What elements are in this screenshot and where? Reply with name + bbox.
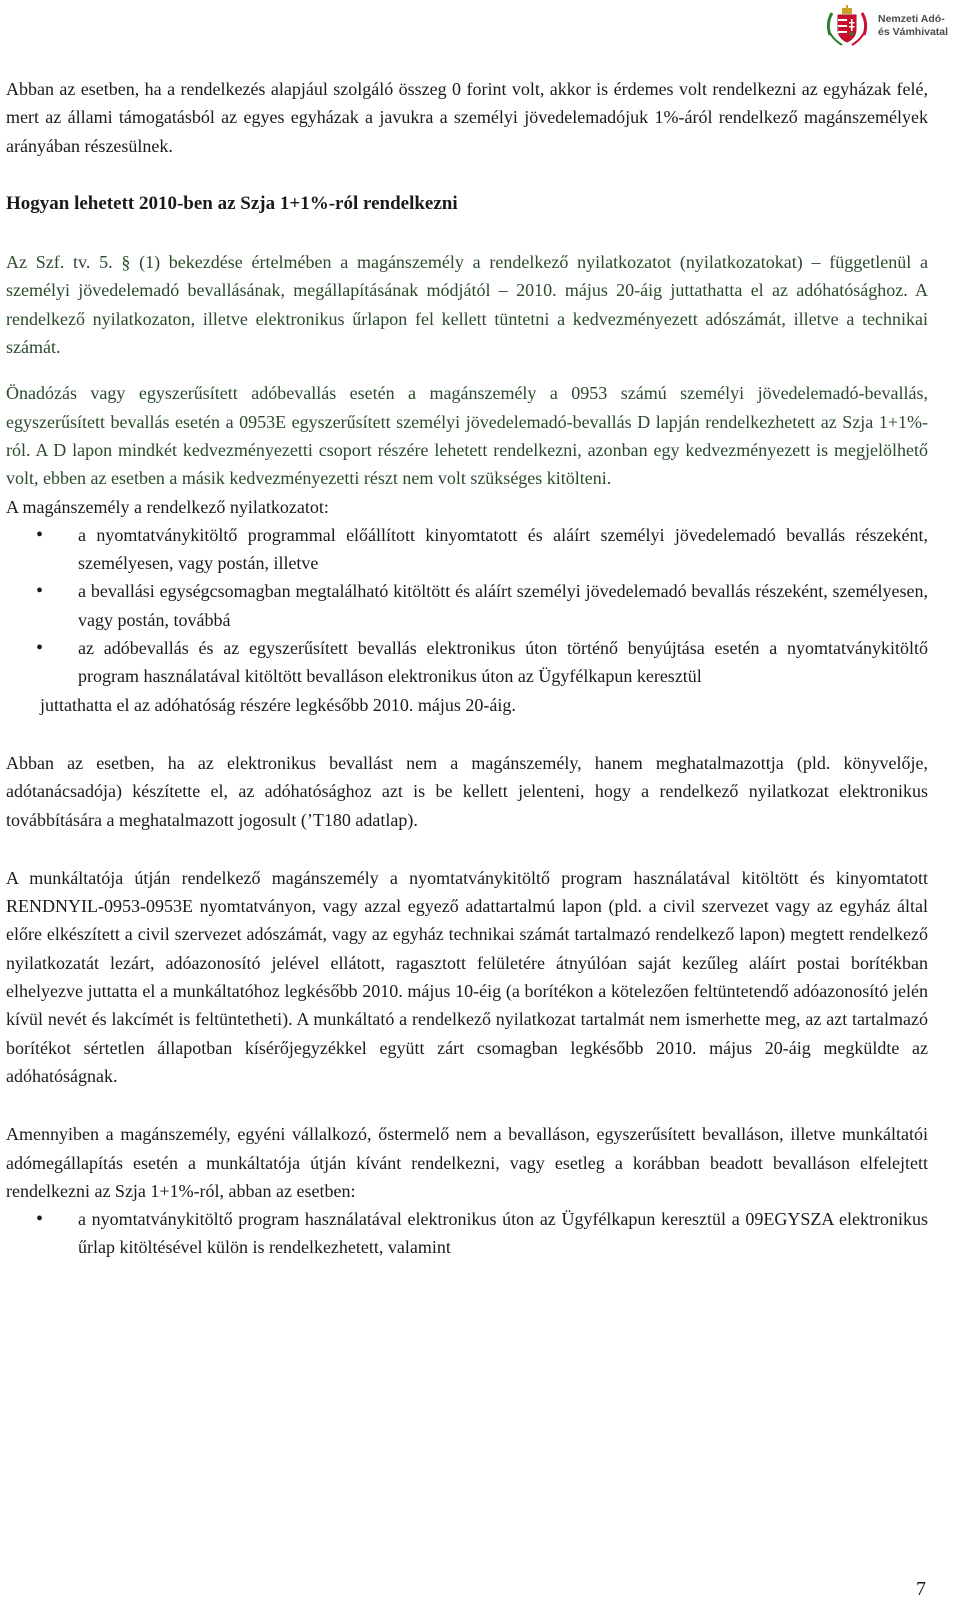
paragraph-legal-basis: Az Szf. tv. 5. § (1) bekezdése értelmében a magánszemély a rendelkező nyilatkozatot (nyilatkozatokat) – függetlenül a személyi jövedelemadó bevallásának, megállapításának módjától – 2010. május 20-áig juttathatta el az adóhatósághoz. A rendelkező nyilatkozaton, illetve elektronikus űrlapon fel kellett tüntetni a kedvezményezett adószámát, illetve a technikai számát. bbox=[6, 252, 928, 358]
logo-line-2: és Vámhivatal bbox=[878, 26, 949, 38]
list-item: • az adóbevallás és az egyszerűsített bevallás elektronikus úton történő benyújtása esetén a nyomtatványkitöltő program használatával kitöltött bevalláson elektronikus úton az Ügyfélkapun keresztül bbox=[6, 634, 928, 691]
paragraph-church-donation: Abban az esetben, ha a rendelkezés alapjául szolgáló összeg 0 forint volt, akkor is érdemes volt rendelkezni az egyházak felé, mert az állami támogatásból az egyes egyházak a javukra a személyi jövedelemadójuk 1%-áról rendelkező magánszemélyek arányában részesülnek. bbox=[6, 79, 928, 156]
page-number: 7 bbox=[916, 1578, 926, 1600]
paragraph-declaration-intro: A magánszemély a rendelkező nyilatkozatot: bbox=[6, 496, 329, 517]
list-item: • a bevallási egységcsomagban megtalálható kitöltött és aláírt személyi jövedelemadó bevallás részeként, személyesen, vagy postán, továbbá bbox=[6, 577, 928, 634]
paragraph-self-assessment: Önadózás vagy egyszerűsített adóbevallás esetén a magánszemély a 0953 számú személyi jövedelemadó-bevallás, egyszerűsített bevallás esetén a 0953E egyszerűsített személyi jövedelemadó-bevallás D lapján rendelkezhetett az Szja 1+1%-ról. A D lapon mindkét kedvezményezetti csoport részére lehetett rendelkezni, azonban egy kedvezményezett is megjelölhető volt, ebben az esetben a másik kedvezményezetti részt nem volt szükséges kitölteni. bbox=[6, 383, 928, 489]
declaration-methods-list bbox=[6, 521, 928, 691]
paragraph-authorized-agent: Abban az esetben, ha az elektronikus bevallást nem a magánszemély, hanem meghatalmazottja (pld. könyvelője, adótanácsadója) készítette el, az adóhatósághoz azt is be kellett jelenteni, hogy a rendelkező nyilatkozat elektronikus továbbítására a meghatalmazott jogosult (’T180 adatlap). bbox=[6, 752, 928, 830]
separate-methods-list bbox=[6, 1205, 928, 1262]
paragraph-deadline: juttathatta el az adóhatóság részére legkésőbb 2010. május 20-áig. bbox=[40, 694, 516, 715]
paragraph-separate-declaration: Amennyiben a magánszemély, egyéni vállalkozó, őstermelő nem a bevalláson, egyszerűsített bevalláson, illetve munkáltatói adómegállapítás esetén a munkáltatója útján kívánt rendelkezni, vagy esetleg a korábban beadott bevalláson elfelejtett rendelkezni az Szja 1+1%-ról, abban az esetben: bbox=[6, 1124, 928, 1201]
section-heading: Hogyan lehetett 2010-ben az Szja 1+1%-ról rendelkezni bbox=[6, 192, 458, 214]
logo-text bbox=[878, 13, 958, 39]
logo-line-1: Nemzeti Adó- bbox=[878, 13, 945, 25]
coat-of-arms-logo-icon bbox=[824, 5, 870, 49]
list-item: • a nyomtatványkitöltő programmal előállított kinyomtatott és aláírt személyi jövedelemadó bevallás részeként, személyesen, vagy postán, illetve bbox=[6, 521, 928, 578]
page-header bbox=[0, 0, 960, 50]
list-item: • a nyomtatványkitöltő program használatával elektronikus úton az Ügyfélkapun keresztül a 09EGYSZA elektronikus űrlap kitöltésével külön is rendelkezhetett, valamint bbox=[6, 1205, 928, 1262]
paragraph-employer-route: A munkáltatója útján rendelkező magánszemély a nyomtatványkitöltő program használatával kitöltött és kinyomtatott RENDNYIL-0953-0953E nyomtatványon, vagy azzal egyező adattartalmú lapon (pld. a civil szervezet vagy az egyház által előre elkészített a civil szervezet adószámát, vagy az egyház technikai számát tartalmazó rendelkező lapon) megtett rendelkező nyilatkozatát lezárt, adóazonosító jelével ellátott, ragasztott felületére átnyúlóan saját kezűleg aláírt postai borítékban elhelyezve juttatta el a munkáltatóhoz legkésőbb 2010. május 10-éig (a borítékon a kötelezően feltüntetendő adóazonosító jelén kívül nevét és lakcímét is feltüntetheti). A munkáltató a rendelkező nyilatkozat tartalmát nem ismerhette meg, az azt tartalmazó borítékot sértetlen állapotban kísérőjegyzékkel együtt zárt csomagban legkésőbb 2010. május 20-áig megküldte az adóhatóságnak. bbox=[6, 867, 928, 1086]
document-body bbox=[6, 75, 928, 1262]
